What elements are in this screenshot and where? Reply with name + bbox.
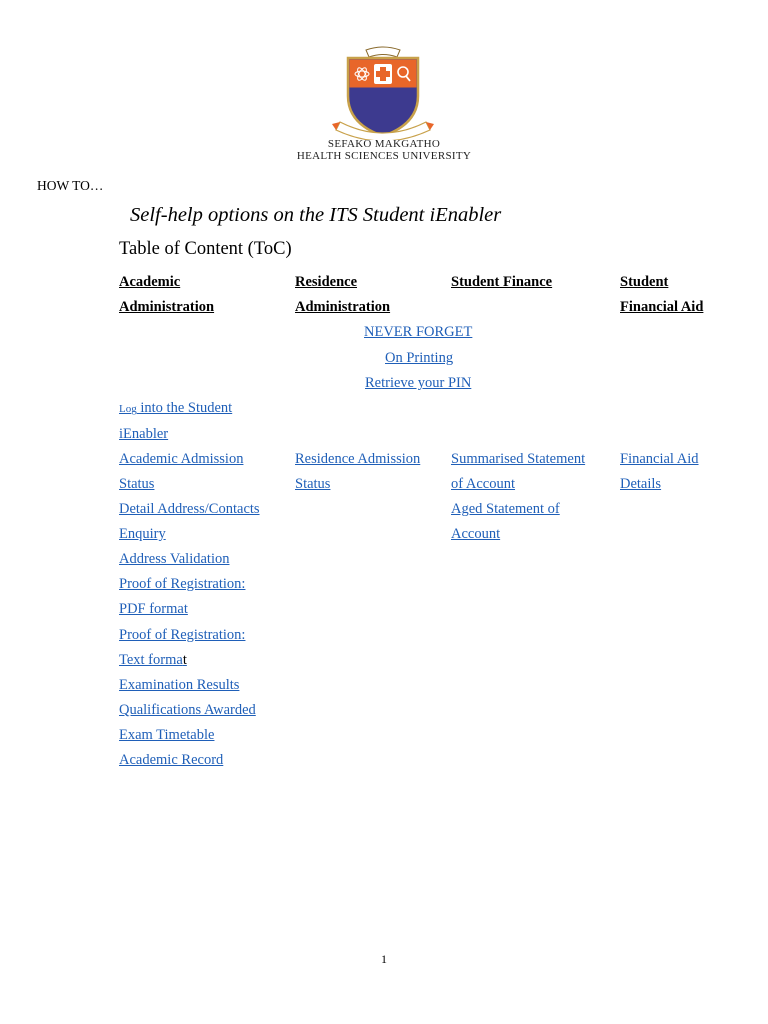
link-proof-registration-text[interactable]: Proof of Registration: Text format bbox=[119, 627, 246, 668]
link-address-validation[interactable]: Address Validation bbox=[119, 551, 230, 567]
document-title: Self-help options on the ITS Student iEnabler bbox=[130, 204, 502, 226]
university-name-line2: HEALTH SCIENCES UNIVERSITY bbox=[296, 150, 472, 162]
link-examination-results[interactable]: Examination Results bbox=[119, 677, 240, 693]
toc-heading: Table of Content (ToC) bbox=[119, 239, 292, 259]
howto-label: HOW TO… bbox=[37, 178, 104, 193]
link-exam-timetable[interactable]: Exam Timetable bbox=[119, 727, 215, 743]
link-academic-record[interactable]: Academic Record bbox=[119, 752, 224, 768]
link-residence-admission-status[interactable]: Residence Admission Status bbox=[295, 451, 421, 492]
link-proof-registration-pdf[interactable]: Proof of Registration: PDF format bbox=[119, 576, 246, 617]
link-qualifications-awarded[interactable]: Qualifications Awarded bbox=[119, 702, 256, 718]
column-header-finance: Student Finance bbox=[451, 274, 553, 290]
column-header-financial-aid: Student Financial Aid bbox=[620, 274, 704, 315]
column-header-academic: Academic Administration bbox=[119, 274, 215, 315]
link-retrieve-pin[interactable]: Retrieve your PIN bbox=[365, 375, 472, 391]
link-never-forget[interactable]: NEVER FORGET bbox=[364, 324, 473, 340]
link-login-ienabler[interactable]: Log into the Student iEnabler bbox=[119, 400, 233, 442]
link-summarised-statement[interactable]: Summarised Statement of Account bbox=[451, 451, 586, 492]
link-aged-statement[interactable]: Aged Statement of Account bbox=[451, 501, 560, 542]
link-detail-address-contacts[interactable]: Detail Address/Contacts Enquiry bbox=[119, 501, 260, 542]
crest-icon bbox=[296, 44, 470, 140]
column-header-residence: Residence Administration bbox=[295, 274, 391, 315]
link-financial-aid-details[interactable]: Financial Aid Details bbox=[620, 451, 699, 492]
university-name-line1: SEFAKO MAKGATHO bbox=[327, 138, 441, 150]
link-on-printing[interactable]: On Printing bbox=[385, 350, 454, 366]
link-academic-admission-status[interactable]: Academic Admission Status bbox=[119, 451, 244, 492]
page-number: 1 bbox=[381, 952, 387, 966]
